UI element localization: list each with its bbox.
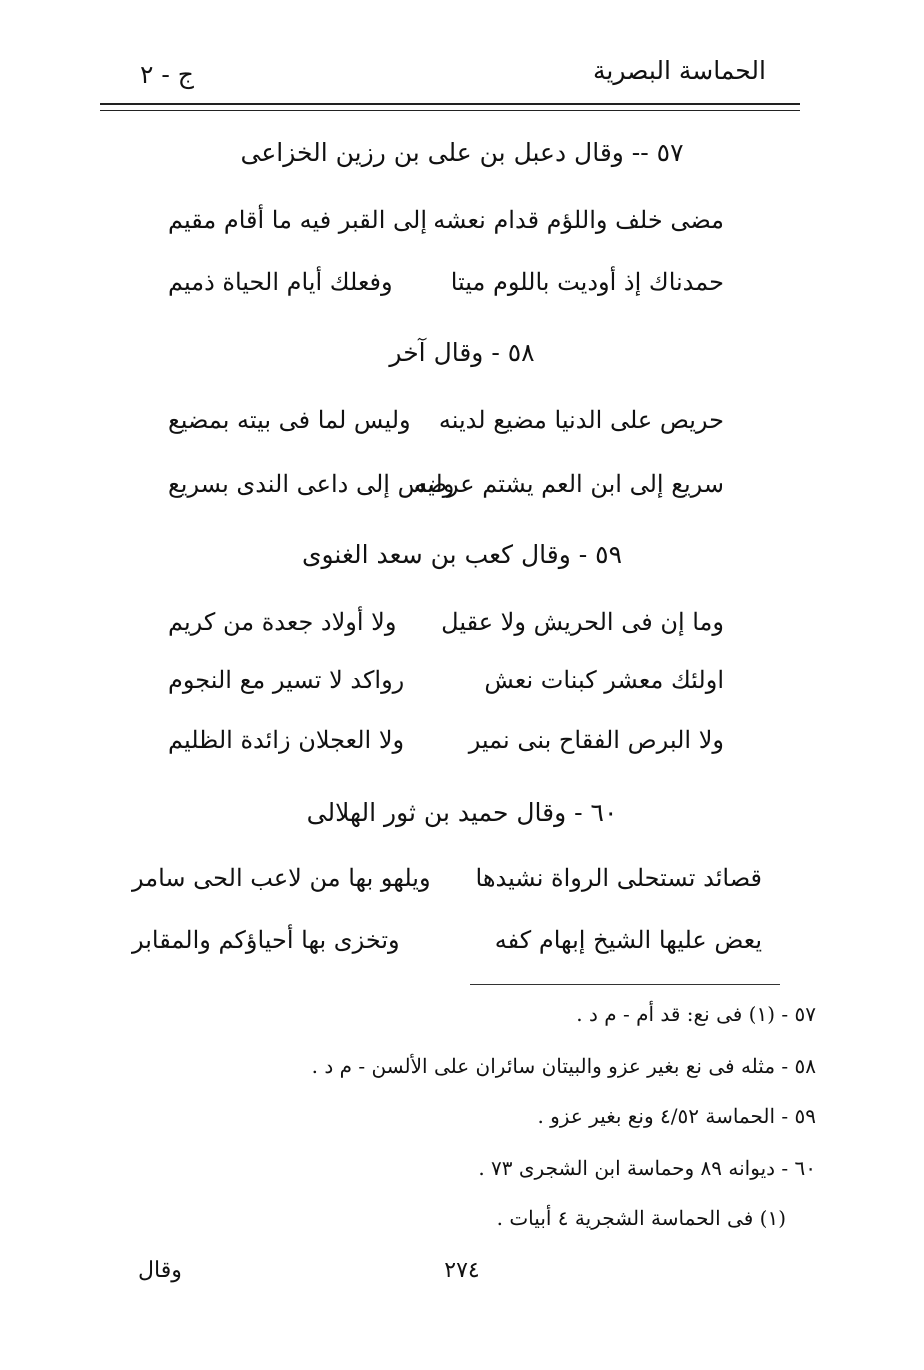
verse-first-hemistich: سريع إلى ابن العم يشتم عرضه — [413, 470, 724, 498]
header-rule — [100, 103, 800, 105]
verse-first-hemistich: حمدناك إذ أوديت باللوم ميتا — [450, 268, 724, 296]
verse-second-hemistich: رواكد لا تسير مع النجوم — [168, 666, 405, 694]
verse-first-hemistich: حريص على الدنيا مضيع لدينه — [438, 406, 724, 434]
footnote: (١) فى الحماسة الشجرية ٤ أبيات . — [496, 1206, 786, 1230]
catchword: وقال — [138, 1258, 182, 1283]
footnote: ٦٠ - ديوانه ٨٩ وحماسة ابن الشجرى ٧٣ . — [478, 1156, 816, 1180]
verse-second-hemistich: وليس لما فى بيته بمضيع — [168, 406, 411, 434]
footnote: ٥٧ - (١) فى نع: قد أم - م د . — [576, 1002, 816, 1026]
verse-line — [168, 406, 724, 440]
verse-second-hemistich: إلى القبر فيه ما أقام مقيم — [168, 206, 428, 234]
verse-line — [168, 206, 724, 240]
header-rule-thin — [100, 110, 800, 111]
running-head-title: الحماسة البصرية — [592, 56, 766, 85]
verse-first-hemistich: ولا البرص الفقاح بنى نمير — [468, 726, 724, 754]
verse-line — [132, 864, 762, 898]
verse-second-hemistich: ولا أولاد جعدة من كريم — [168, 608, 397, 636]
footnote-rule — [470, 984, 780, 985]
verse-line — [168, 470, 724, 504]
verse-second-hemistich: وفعلك أيام الحياة ذميم — [168, 268, 393, 296]
poem-heading: ٥٨ - وقال آخر — [389, 338, 535, 367]
running-head-volume: ج - ٢ — [140, 60, 194, 89]
verse-line — [168, 666, 724, 700]
verse-second-hemistich: وتخزى بها أحياؤكم والمقابر — [132, 926, 400, 954]
footnote: ٥٨ - مثله فى نع بغير عزو والبيتان سائران على الألسن - م د . — [311, 1054, 816, 1078]
verse-second-hemistich: ويلهو بها من لاعب الحى سامر — [132, 864, 431, 892]
poem-heading: ٥٧ -- وقال دعبل بن على بن رزين الخزاعى — [240, 138, 684, 167]
verse-line — [132, 926, 762, 960]
verse-first-hemistich: قصائد تستحلى الرواة نشيدها — [475, 864, 762, 892]
poem-heading: ٦٠ - وقال حميد بن ثور الهلالى — [306, 798, 618, 827]
verse-first-hemistich: وما إن فى الحريش ولا عقيل — [441, 608, 724, 636]
verse-line — [168, 268, 724, 302]
verse-line — [168, 608, 724, 642]
verse-first-hemistich: اولئك معشر كبنات نعش — [484, 666, 724, 694]
verse-second-hemistich: ولا العجلان زائدة الظليم — [168, 726, 405, 754]
verse-first-hemistich: مضى خلف واللؤم قدام نعشه — [433, 206, 724, 234]
verse-line — [168, 726, 724, 760]
page-number: ٢٧٤ — [444, 1258, 480, 1283]
verse-first-hemistich: يعض عليها الشيخ إبهام كفه — [494, 926, 762, 954]
verse-second-hemistich: وليس إلى داعى الندى بسريع — [168, 470, 455, 498]
poem-heading: ٥٩ - وقال كعب بن سعد الغنوى — [301, 540, 623, 569]
footnote: ٥٩ - الحماسة ٤/٥٢ ونع بغير عزو . — [537, 1104, 816, 1128]
